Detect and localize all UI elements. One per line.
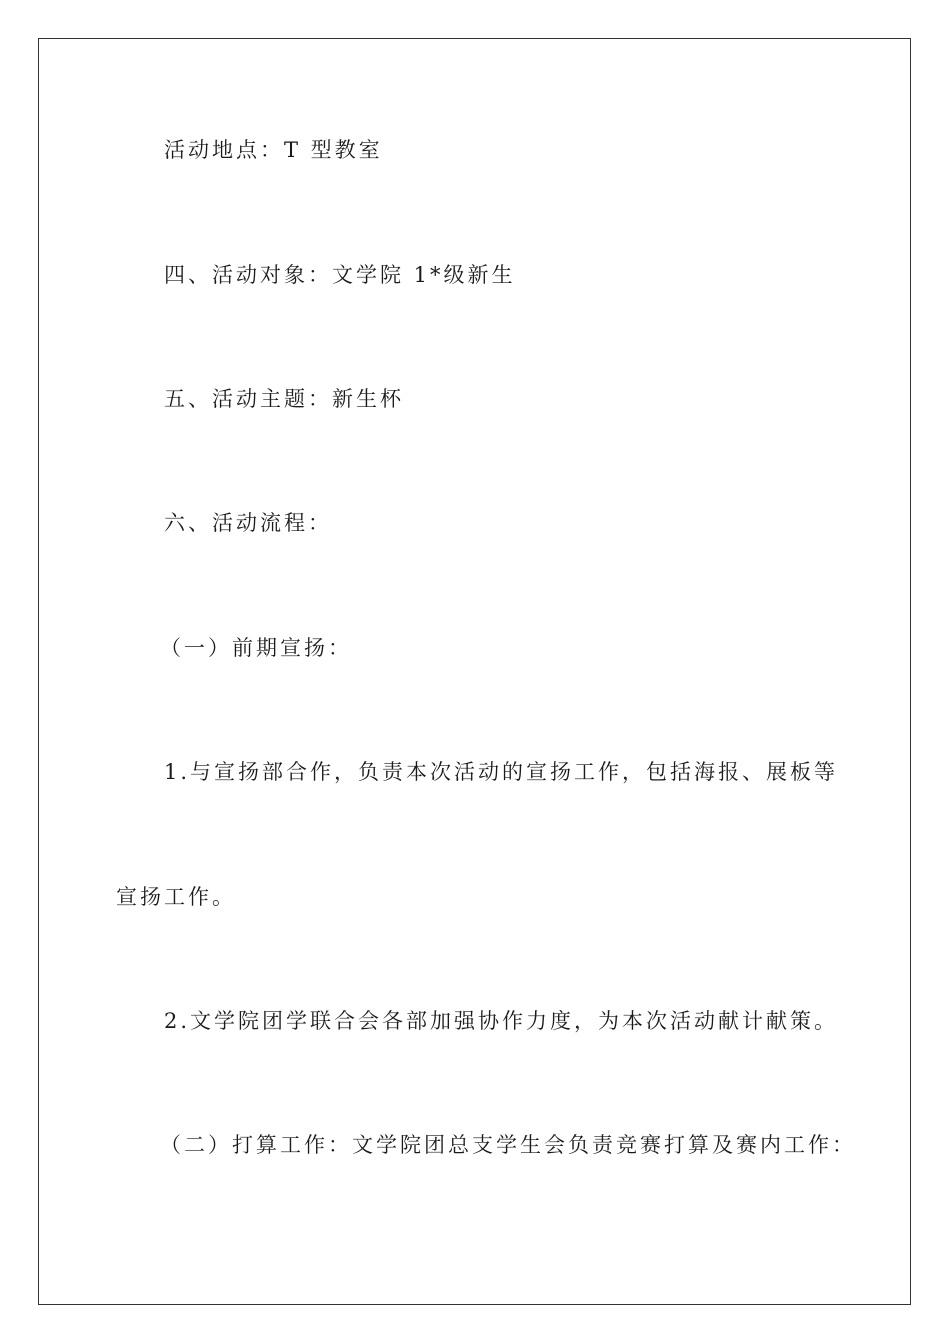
- publicity-subheading: （一）前期宣扬：: [160, 636, 352, 660]
- activity-target-line: 四、活动对象：文学院 1*级新生: [164, 263, 516, 287]
- page-border: [38, 38, 911, 1305]
- preparation-subheading: （二）打算工作：文学院团总支学生会负责竞赛打算及赛内工作：: [160, 1133, 856, 1157]
- activity-location-line: 活动地点：T 型教室: [164, 138, 383, 162]
- publicity-item-1-line-1: 1.与宣扬部合作，负责本次活动的宣扬工作，包括海报、展板等: [164, 760, 839, 784]
- publicity-item-1-line-2: 宣扬工作。: [116, 885, 236, 909]
- publicity-item-2: 2.文学院团学联合会各部加强协作力度，为本次活动献计献策。: [164, 1009, 839, 1033]
- activity-process-heading: 六、活动流程：: [164, 511, 332, 535]
- activity-theme-line: 五、活动主题：新生杯: [164, 387, 404, 411]
